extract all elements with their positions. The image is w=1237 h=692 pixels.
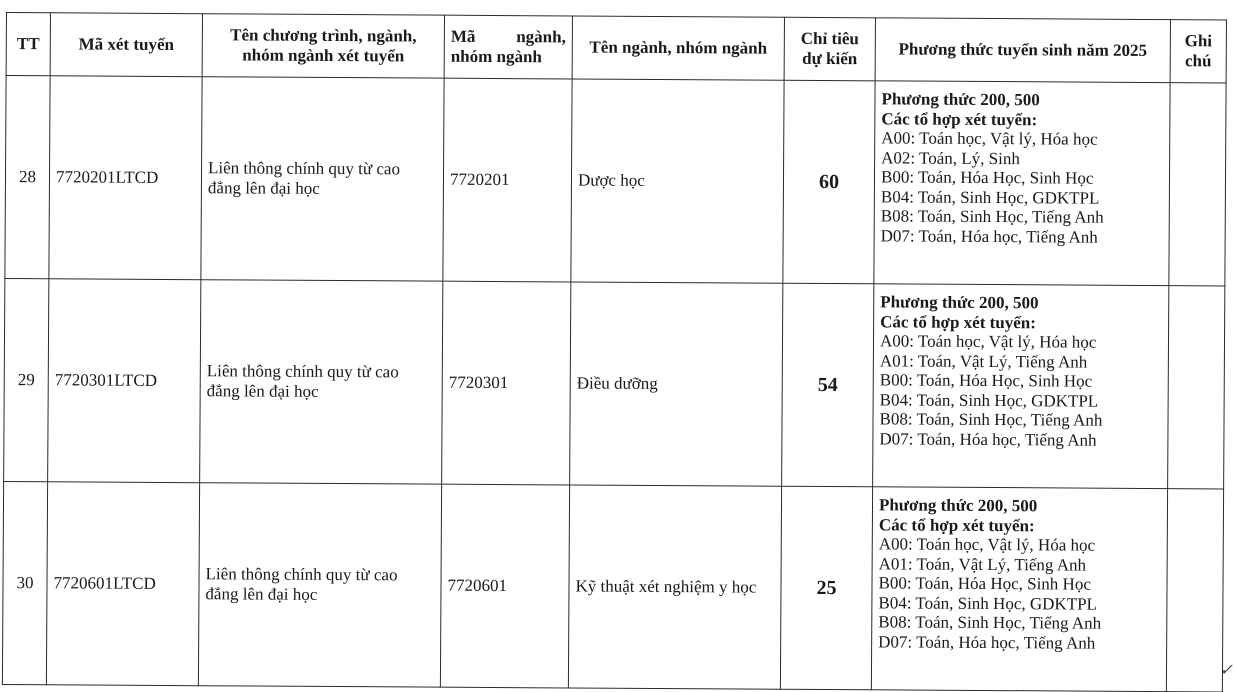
header-ma-xet-tuyen: Mã xét tuyển bbox=[50, 13, 202, 77]
cell-chi-tieu: 54 bbox=[782, 283, 874, 487]
cell-tt: 29 bbox=[4, 278, 49, 481]
method-title: Phương thức 200, 500 bbox=[880, 292, 1039, 313]
cell-ma-xet-tuyen: 7720301LTCD bbox=[48, 279, 201, 483]
combination-item: A00: Toán học, Vật lý, Hóa học bbox=[879, 331, 1097, 352]
admissions-table-page bbox=[2, 12, 1226, 692]
combination-item: B00: Toán, Hóa Học, Sinh Học bbox=[878, 573, 1091, 594]
combination-item: B08: Toán, Sinh Học, Tiếng Anh bbox=[880, 206, 1104, 227]
method-title: Phương thức 200, 500 bbox=[878, 495, 1038, 516]
header-ghi-chu: Ghi chú bbox=[1170, 20, 1226, 83]
combination-item: B08: Toán, Sinh Học, Tiếng Anh bbox=[878, 612, 1102, 633]
cell-tt: 30 bbox=[2, 481, 47, 684]
cell-chi-tieu: 25 bbox=[780, 486, 872, 690]
cell-phuong-thuc bbox=[874, 81, 1170, 286]
cell-ma-nganh: 7720201 bbox=[443, 78, 572, 282]
cell-ma-nganh: 7720301 bbox=[442, 281, 571, 485]
header-phuong-thuc: Phương thức tuyển sinh năm 2025 bbox=[875, 18, 1170, 83]
combination-item: A00: Toán học, Vật lý, Hóa học bbox=[881, 128, 1098, 149]
cell-ten-nganh: Dược học bbox=[571, 79, 784, 283]
cell-ten-chuong-trinh: Liên thông chính quy từ cao đẳng lên đại học bbox=[198, 483, 441, 687]
header-chi-tieu: Chỉ tiêu dự kiến bbox=[784, 17, 875, 81]
header-ten-chuong-trinh: Tên chương trình, ngành, nhóm ngành xét tuyển bbox=[202, 14, 444, 78]
combination-title: Các tổ hợp xét tuyển: bbox=[881, 108, 1038, 129]
combination-list bbox=[879, 331, 1162, 450]
cell-phuong-thuc bbox=[871, 487, 1167, 692]
cell-phuong-thuc bbox=[873, 284, 1169, 489]
combination-item: A01: Toán, Vật Lý, Tiếng Anh bbox=[878, 553, 1087, 575]
cell-ma-xet-tuyen: 7720201LTCD bbox=[49, 76, 202, 280]
combination-item: B04: Toán, Sinh Học, GDKTPL bbox=[880, 186, 1100, 208]
header-tt: TT bbox=[6, 13, 50, 76]
cell-tt: 28 bbox=[5, 76, 50, 279]
cell-ghi-chu bbox=[1169, 83, 1226, 286]
combination-item: B04: Toán, Sinh Học, GDKTPL bbox=[878, 592, 1098, 614]
header-ma-nganh: Mã ngành, nhóm ngành bbox=[444, 15, 572, 79]
combination-item: B00: Toán, Hóa Học, Sinh Học bbox=[880, 167, 1094, 188]
cell-chi-tieu: 60 bbox=[783, 80, 875, 284]
table-row bbox=[5, 76, 1226, 286]
combination-item: B00: Toán, Hóa Học, Sinh Học bbox=[879, 370, 1093, 391]
cell-ten-nganh: Điều dưỡng bbox=[570, 282, 783, 486]
page-corner-mark: ✓ bbox=[1219, 662, 1233, 679]
admissions-table bbox=[2, 12, 1227, 692]
cell-ghi-chu bbox=[1168, 286, 1225, 489]
combination-list bbox=[878, 534, 1161, 653]
cell-ten-chuong-trinh: Liên thông chính quy từ cao đẳng lên đại học bbox=[201, 77, 444, 281]
method-title: Phương thức 200, 500 bbox=[881, 89, 1040, 110]
cell-ten-nganh: Kỹ thuật xét nghiệm y học bbox=[568, 485, 781, 689]
combination-list bbox=[881, 128, 1164, 247]
combination-item: A02: Toán, Lý, Sinh bbox=[881, 147, 1020, 168]
combination-item: D07: Toán, Hóa học, Tiếng Anh bbox=[880, 225, 1098, 247]
cell-ma-nganh: 7720601 bbox=[440, 484, 569, 688]
cell-ma-xet-tuyen: 7720601LTCD bbox=[46, 482, 199, 686]
combination-item: B04: Toán, Sinh Học, GDKTPL bbox=[879, 389, 1099, 411]
header-row bbox=[6, 13, 1226, 83]
combination-item: A00: Toán học, Vật lý, Hóa học bbox=[878, 534, 1096, 555]
header-ma-nganh-line1: Mã ngành, bbox=[450, 26, 566, 47]
header-ten-nganh: Tên ngành, nhóm ngành bbox=[572, 16, 784, 80]
combination-item: A01: Toán, Vật Lý, Tiếng Anh bbox=[879, 350, 1088, 372]
table-row bbox=[2, 481, 1223, 691]
table-row bbox=[4, 278, 1225, 488]
combination-title: Các tổ hợp xét tuyển: bbox=[880, 311, 1036, 332]
cell-ten-chuong-trinh: Liên thông chính quy từ cao đẳng lên đại học bbox=[200, 280, 443, 484]
combination-item: D07: Toán, Hóa học, Tiếng Anh bbox=[878, 631, 1096, 653]
combination-item: D07: Toán, Hóa học, Tiếng Anh bbox=[879, 428, 1097, 450]
combination-item: B08: Toán, Sinh Học, Tiếng Anh bbox=[879, 409, 1103, 430]
combination-title: Các tổ hợp xét tuyển: bbox=[878, 514, 1035, 535]
cell-ghi-chu bbox=[1166, 489, 1223, 692]
